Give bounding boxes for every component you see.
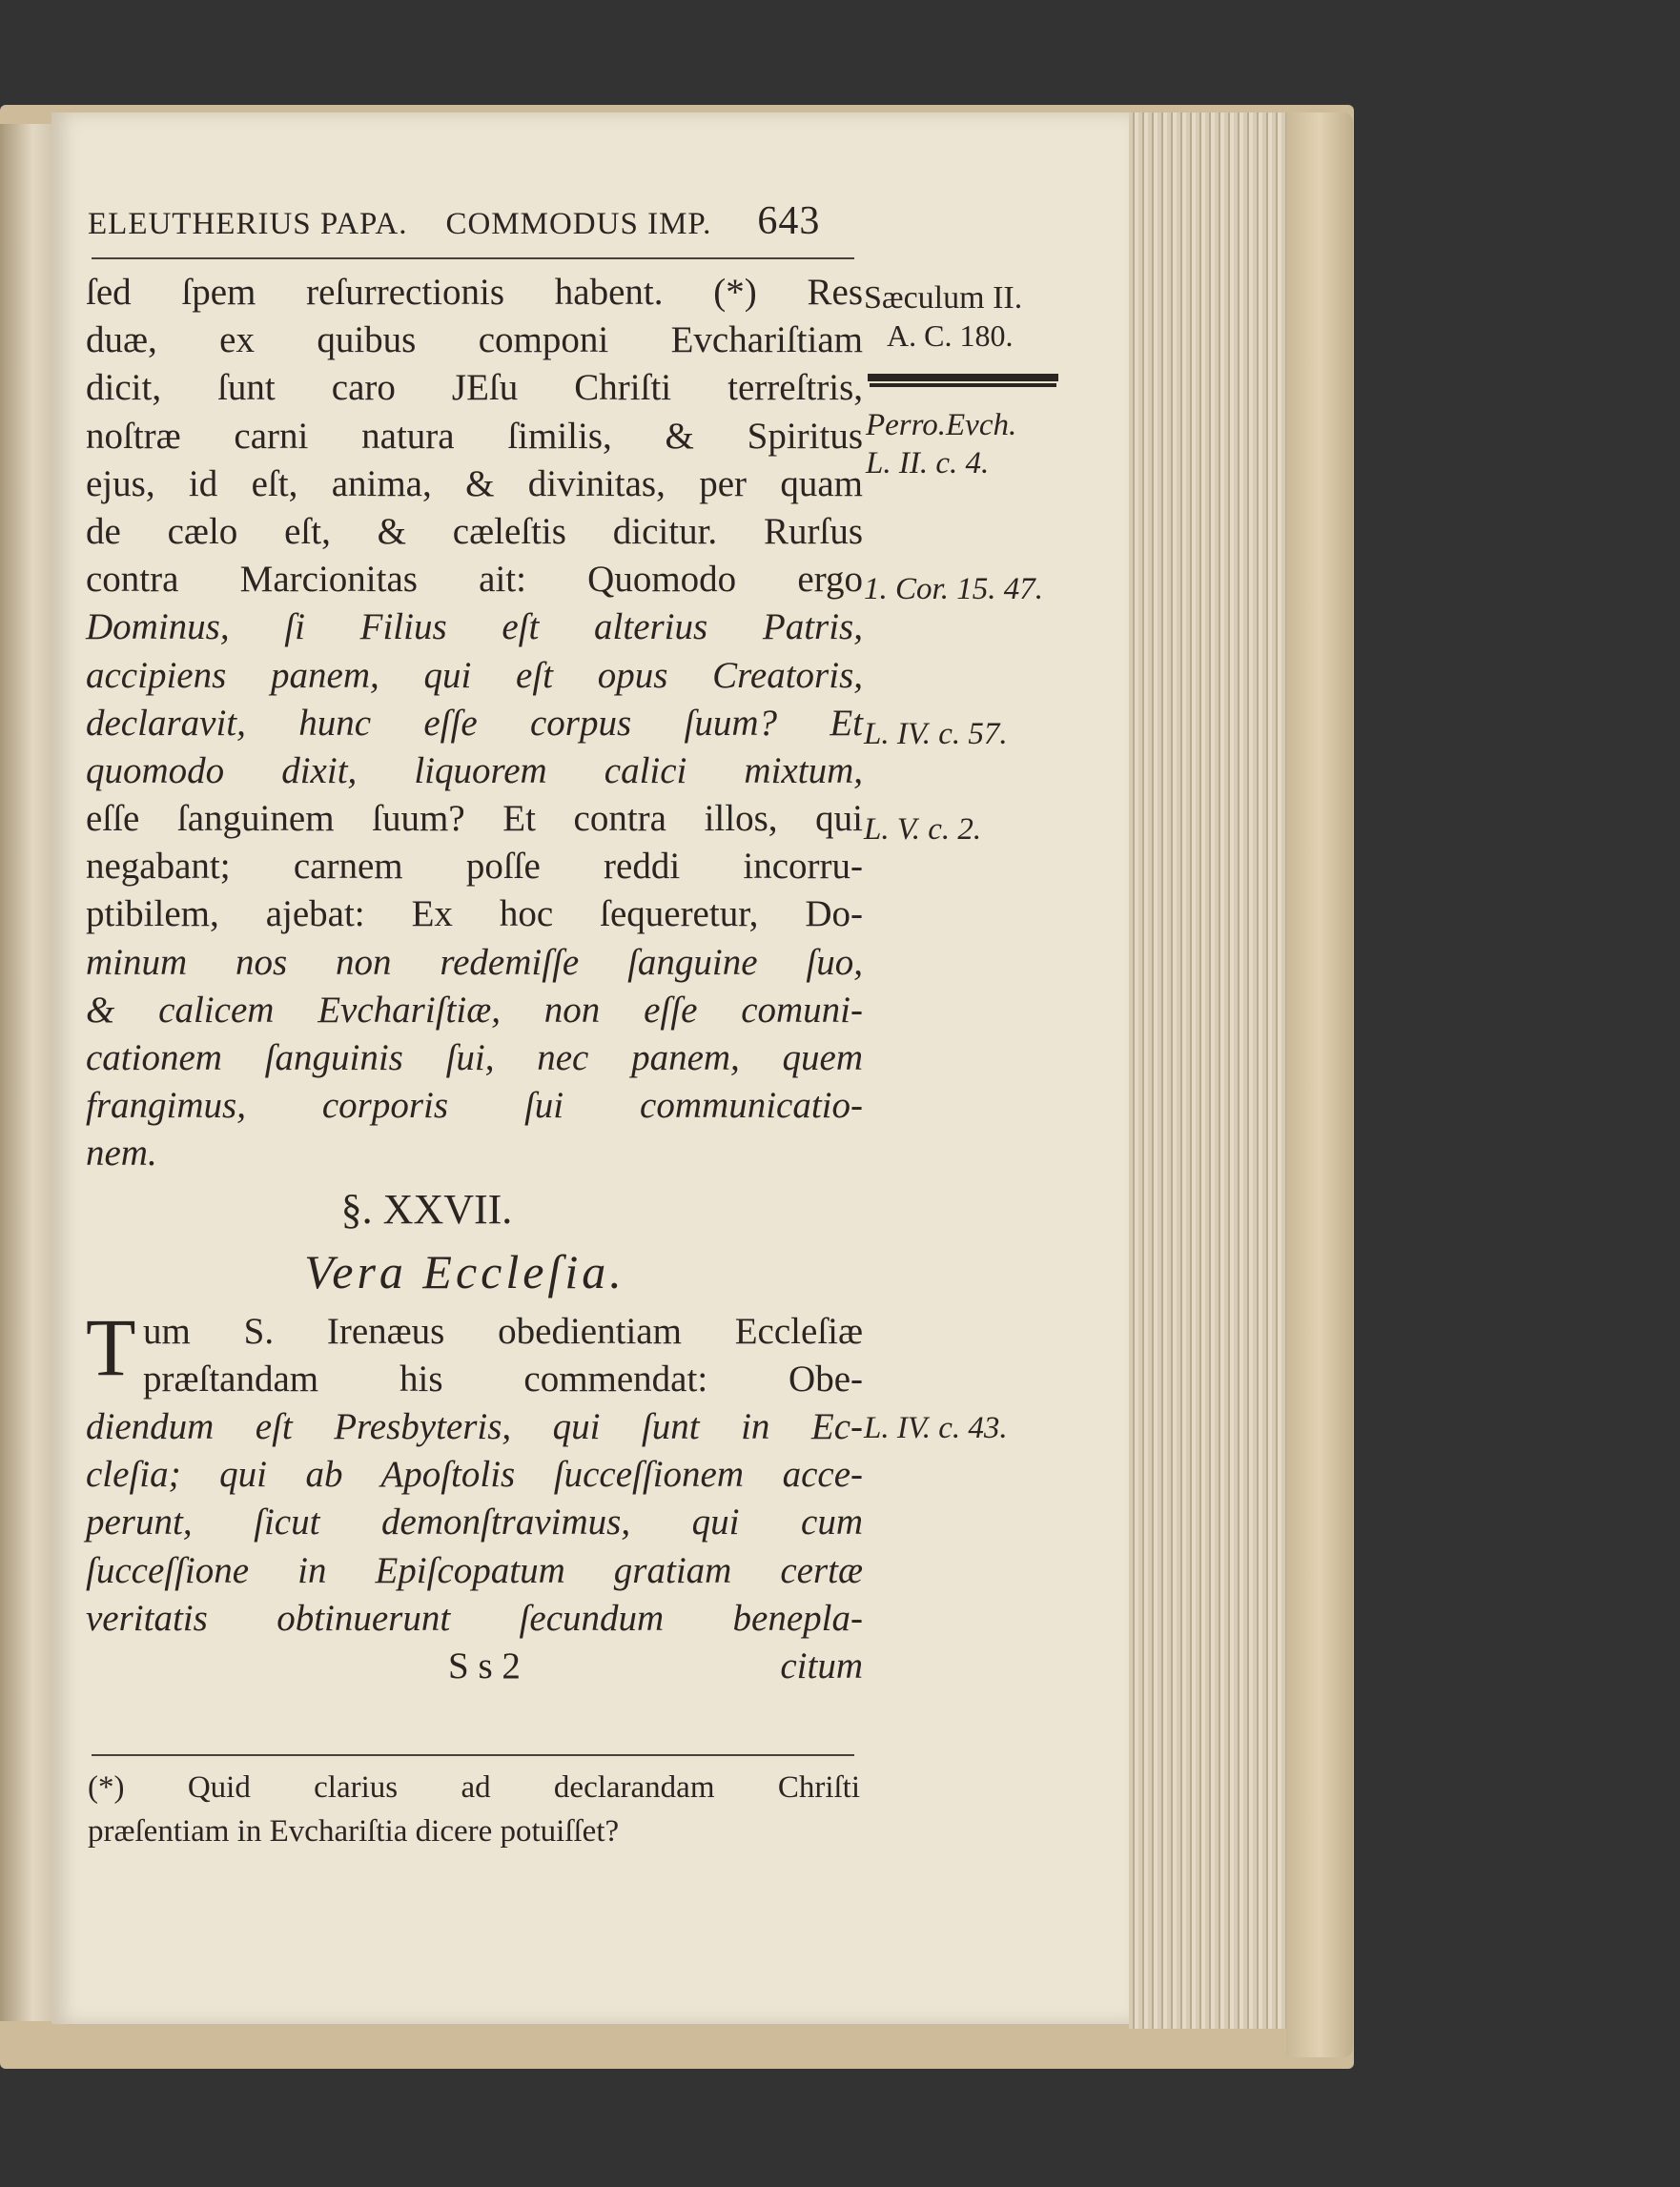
- margin-ref: L. II. c. 4.: [866, 446, 990, 480]
- page-number: 643: [757, 199, 821, 243]
- text-line: cleſia; qui ab Apoſtolis ſucceſſionem acce-: [86, 1454, 863, 1496]
- text-line: ſucceſſione in Epiſcopatum gratiam certæ: [86, 1549, 863, 1591]
- drop-cap: T: [86, 1300, 136, 1393]
- footnote-rule: [92, 1754, 854, 1756]
- text-line: eſſe ſanguinem ſuum? Et contra illos, qui: [86, 798, 863, 840]
- footnote: [88, 1766, 860, 1853]
- text-line: declaravit, hunc eſſe corpus ſuum? Et: [86, 702, 863, 744]
- footnote-line: præſentiam in Evchariſtia dicere potuiſſet?: [88, 1814, 620, 1849]
- text-line: ptibilem, ajebat: Ex hoc ſequeretur, Do-: [86, 893, 863, 935]
- text-line: cationem ſanguinis ſui, nec panem, quem: [86, 1037, 863, 1078]
- catchword: citum: [780, 1645, 863, 1686]
- main-text: [86, 269, 863, 1690]
- drop-cap-paragraph: [86, 1300, 863, 1403]
- binding-board-edge: [1286, 112, 1353, 2057]
- margin-ref: L. V. c. 2.: [864, 812, 982, 847]
- margin-rule: [868, 374, 1058, 381]
- margin-ref: L. IV. c. 57.: [864, 717, 1008, 751]
- text-line: perunt, ſicut demonſtravimus, qui cum: [86, 1502, 863, 1543]
- signature-line: [86, 1643, 863, 1690]
- text-line: noſtræ carni natura ſimilis, & Spiritus: [86, 415, 863, 457]
- text-line: Dominus, ſi Filius eſt alterius Patris,: [86, 606, 863, 648]
- left-page-edge: [0, 124, 55, 2021]
- margin-anno: A. C. 180.: [887, 318, 1014, 353]
- text-line: de cælo eſt, & cæleſtis dicitur. Rurſus: [86, 510, 863, 552]
- text-line: & calicem Evchariſtiæ, non eſſe comuni-: [86, 989, 863, 1031]
- text-line: negabant; carnem poſſe reddi incorru-: [86, 846, 863, 888]
- section-number: §. XXVII.: [340, 1185, 513, 1233]
- text-line: quomodo dixit, liquorem calici mixtum,: [86, 749, 863, 791]
- running-head-left: ELEUTHERIUS PAPA.: [88, 207, 408, 241]
- text-line: ſed ſpem reſurrectionis habent. (*) Res: [86, 272, 863, 313]
- running-head: [88, 198, 870, 246]
- text-line: minum nos non redemiſſe ſanguine ſuo,: [86, 941, 863, 983]
- text-line: accipiens panem, qui eſt opus Creatoris,: [86, 654, 863, 696]
- page-fore-edges: [1129, 112, 1286, 2029]
- footnote-line: (*) Quid clarius ad declarandam Chriſti: [88, 1770, 860, 1805]
- head-rule: [92, 257, 854, 259]
- text-line: diendum eſt Presbyteris, qui ſunt in Ec-: [86, 1405, 863, 1447]
- text-line: dicit, ſunt caro JEſu Chriſti terreſtris,: [86, 367, 863, 409]
- section-title: Vera Eccleſia.: [304, 1244, 625, 1298]
- running-head-right: COMMODUS IMP.: [445, 207, 712, 241]
- text-line: contra Marcionitas ait: Quomodo ergo: [86, 559, 863, 601]
- margin-ref: L. IV. c. 43.: [864, 1411, 1008, 1445]
- text-line: frangimus, corporis ſui communicatio-: [86, 1085, 863, 1127]
- text-line: præſtandam his commendat: Obe-: [143, 1358, 863, 1400]
- text-line: nem.: [86, 1133, 157, 1175]
- text-line: ejus, id eſt, anima, & divinitas, per quam: [86, 462, 863, 504]
- margin-ref: Perro.Evch.: [866, 408, 1017, 442]
- margin-ref: 1. Cor. 15. 47.: [864, 572, 1043, 606]
- text-line: duæ, ex quibus componi Evchariſtiam: [86, 319, 863, 361]
- text-line: um S. Irenæus obedientiam Eccleſiæ: [143, 1310, 863, 1352]
- text-line: veritatis obtinuerunt ſecundum benepla-: [86, 1597, 863, 1639]
- margin-saeculum: Sæculum II.: [864, 280, 1023, 316]
- signature-mark: S s 2: [448, 1645, 521, 1686]
